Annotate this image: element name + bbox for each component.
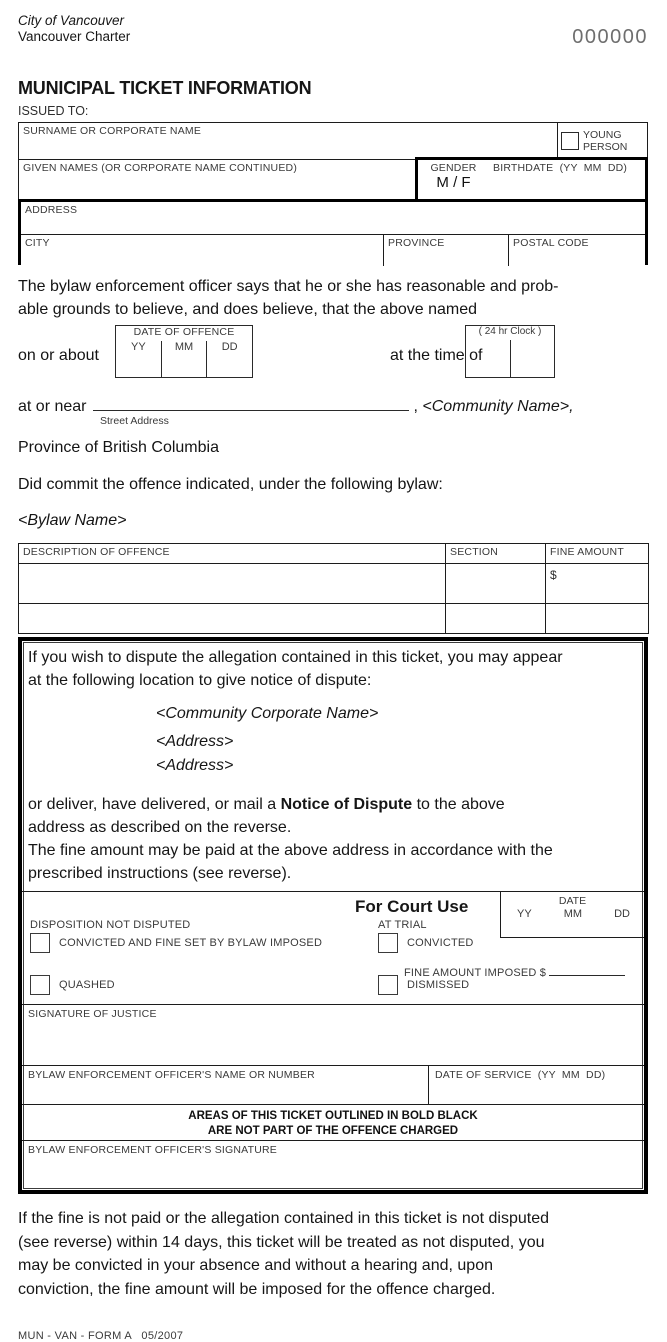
signature-of-justice-label: SIGNATURE OF JUSTICE — [28, 1008, 157, 1020]
officer-row — [22, 1065, 644, 1104]
form-title: MUNICIPAL TICKET INFORMATION — [18, 78, 312, 98]
dispute-line1: If you wish to dispute the allegation contained in this ticket, you may appear — [28, 649, 563, 666]
court-date-box[interactable] — [500, 892, 644, 938]
community-name-placeholder: <Community Name>, — [422, 398, 574, 415]
deliver-line2: address as described on the reverse. — [28, 819, 292, 836]
bold-black-notice — [22, 1104, 644, 1140]
deliver-line1-pre: or deliver, have delivered, or mail a — [28, 796, 281, 813]
dismissed-row — [378, 975, 469, 995]
province-label: PROVINCE — [388, 237, 445, 249]
young-person-field — [557, 122, 648, 160]
comma-separator: , — [413, 398, 418, 415]
young-person-checkbox[interactable] — [561, 132, 579, 150]
warning-line4: conviction, the fine amount will be imposed for the offence charged. — [18, 1280, 496, 1298]
city-field[interactable] — [21, 235, 383, 266]
allegation-paragraph — [18, 275, 648, 321]
issued-to-block — [18, 122, 648, 265]
postal-code-label: POSTAL CODE — [513, 237, 589, 249]
city-label: CITY — [25, 237, 50, 249]
address-label: ADDRESS — [25, 204, 78, 216]
fine-payment-line1: The fine amount may be paid at the above address in accordance with the — [28, 842, 553, 859]
convicted-label: CONVICTED — [407, 937, 474, 949]
court-use-section — [22, 891, 644, 1004]
for-court-use-title: For Court Use — [355, 897, 469, 916]
offence-dd-cell[interactable]: DD — [206, 341, 252, 377]
birthdate-field[interactable] — [489, 157, 648, 202]
offence-yy-cell[interactable]: YY — [130, 341, 146, 353]
gender-label: GENDER — [430, 162, 477, 174]
convicted-fine-set-label: CONVICTED AND FINE SET BY BYLAW IMPOSED — [59, 937, 323, 949]
location-row — [18, 396, 648, 432]
date-of-offence-columns — [116, 341, 252, 377]
time-mm-cell[interactable] — [510, 340, 555, 377]
description-header: DESCRIPTION OF OFFENCE — [19, 544, 446, 564]
clock-label: ( 24 hr Clock ) — [478, 326, 542, 337]
community-corporate-name: <Community Corporate Name> — [156, 705, 379, 722]
time-hh-cell[interactable] — [466, 340, 510, 377]
form-header — [18, 13, 648, 49]
postal-code-field[interactable] — [508, 235, 645, 266]
warning-line3: may be convicted in your absence and without a hearing and, upon — [18, 1257, 493, 1274]
province-field[interactable] — [383, 235, 508, 266]
birthdate-label: BIRTHDATE (YY MM DD) — [493, 162, 628, 174]
offence-row-1 — [19, 564, 649, 604]
deliver-section — [22, 791, 644, 891]
deliver-line1-post: to the above — [412, 796, 505, 813]
given-names-field[interactable] — [18, 159, 418, 202]
date-of-offence-box[interactable] — [115, 325, 253, 378]
surname-label: SURNAME OR CORPORATE NAME — [23, 125, 202, 137]
date-of-service-field[interactable] — [428, 1066, 644, 1104]
fine-cell-1[interactable] — [546, 564, 649, 604]
notice-of-dispute-emphasis: Notice of Dispute — [280, 796, 413, 813]
court-date-yy: YY — [517, 908, 532, 920]
offence-mm-cell[interactable]: MM — [161, 341, 207, 377]
offence-row-2 — [19, 604, 649, 634]
fine-payment-line2: prescribed instructions (see reverse). — [28, 865, 292, 882]
section-cell-2[interactable] — [446, 604, 546, 634]
young-person-label-line2: PERSON — [583, 141, 628, 153]
quashed-label: QUASHED — [59, 979, 115, 991]
address-field[interactable] — [21, 202, 645, 235]
young-person-label-line1: YOUNG — [583, 129, 622, 141]
bold-black-notice-line1: AREAS OF THIS TICKET OUTLINED IN BOLD BLACK — [188, 1110, 478, 1122]
address-block — [18, 199, 648, 265]
court-date-label: DATE — [558, 895, 587, 907]
dismissed-checkbox[interactable] — [378, 975, 398, 995]
description-cell-1[interactable] — [19, 564, 446, 604]
description-cell-2[interactable] — [19, 604, 446, 634]
currency-sign: $ — [550, 568, 557, 582]
gender-value: M / F — [436, 174, 471, 191]
section-cell-1[interactable] — [446, 564, 546, 604]
issued-to-heading: ISSUED TO: — [18, 104, 89, 118]
dispute-section — [22, 641, 644, 791]
issuer-charter: Vancouver Charter — [18, 29, 131, 44]
non-payment-warning — [18, 1207, 648, 1301]
court-bold-box — [18, 637, 648, 1194]
bylaw-name-placeholder: <Bylaw Name> — [18, 512, 127, 529]
dispute-address-1: <Address> — [156, 733, 234, 750]
convicted-fine-set-checkbox[interactable] — [30, 933, 50, 953]
officer-name-field[interactable] — [22, 1066, 428, 1104]
bold-black-notice-line2: ARE NOT PART OF THE OFFENCE CHARGED — [207, 1125, 459, 1137]
date-of-offence-label: DATE OF OFFENCE — [133, 326, 235, 338]
gender-field[interactable] — [415, 157, 492, 202]
issuer-block — [18, 13, 130, 45]
given-names-label: GIVEN NAMES (OR CORPORATE NAME CONTINUED) — [23, 162, 298, 174]
warning-line1: If the fine is not paid or the allegation contained in this ticket is not disputed — [18, 1210, 549, 1227]
officer-signature-field[interactable] — [22, 1140, 644, 1190]
form-code: MUN - VAN - FORM A 05/2007 — [18, 1330, 184, 1342]
offence-table — [18, 543, 649, 634]
officer-name-label: BYLAW ENFORCEMENT OFFICER'S NAME OR NUMBER — [28, 1069, 315, 1081]
disposition-not-disputed-label: DISPOSITION NOT DISPUTED — [30, 919, 191, 931]
section-header: SECTION — [446, 544, 546, 564]
convicted-row — [378, 933, 474, 953]
deliver-line1 — [28, 793, 638, 816]
at-time-of-label: at the time of — [390, 347, 483, 364]
issuer-city: City of Vancouver — [18, 13, 125, 28]
dismissed-label: DISMISSED — [407, 979, 470, 991]
offence-table-header-row — [19, 544, 649, 564]
offence-date-row — [18, 323, 648, 379]
court-date-columns — [501, 908, 644, 920]
fine-cell-2[interactable] — [546, 604, 649, 634]
officer-signature-label: BYLAW ENFORCEMENT OFFICER'S SIGNATURE — [28, 1144, 277, 1156]
court-date-mm: MM — [563, 908, 583, 920]
convicted-fine-set-row — [30, 933, 322, 953]
fine-amount-header: FINE AMOUNT — [546, 544, 649, 564]
street-address-label: Street Address — [100, 415, 169, 427]
allegation-line1: The bylaw enforcement officer says that he or she has reasonable and prob- — [18, 278, 559, 295]
time-box[interactable] — [465, 325, 555, 378]
quashed-checkbox[interactable] — [30, 975, 50, 995]
at-or-near-label: at or near — [18, 398, 87, 415]
dispute-address-2: <Address> — [156, 757, 234, 774]
fine-imposed-label: FINE AMOUNT IMPOSED $ — [404, 967, 547, 979]
young-person-label — [583, 129, 627, 153]
on-or-about-label: on or about — [18, 347, 99, 364]
commit-offence-line: Did commit the offence indicated, under the following bylaw: — [18, 476, 443, 493]
court-date-dd: DD — [614, 908, 630, 920]
date-of-service-label: DATE OF SERVICE (YY MM DD) — [435, 1069, 606, 1081]
province-line: Province of British Columbia — [18, 439, 219, 456]
dispute-line2: at the following location to give notice of dispute: — [28, 672, 372, 689]
fine-imposed-line[interactable] — [549, 964, 625, 976]
warning-line2: (see reverse) within 14 days, this ticket will be treated as not disputed, you — [18, 1233, 545, 1251]
ticket-number: 000000 — [572, 26, 648, 48]
quashed-row — [30, 975, 115, 995]
time-columns — [466, 340, 554, 377]
convicted-checkbox[interactable] — [378, 933, 398, 953]
surname-field[interactable] — [18, 122, 558, 160]
at-trial-label: AT TRIAL — [378, 919, 427, 931]
allegation-line2: able grounds to believe, and does believe, that the above named — [18, 301, 477, 318]
street-address-line[interactable] — [93, 396, 409, 411]
signature-of-justice-field[interactable] — [22, 1004, 644, 1065]
